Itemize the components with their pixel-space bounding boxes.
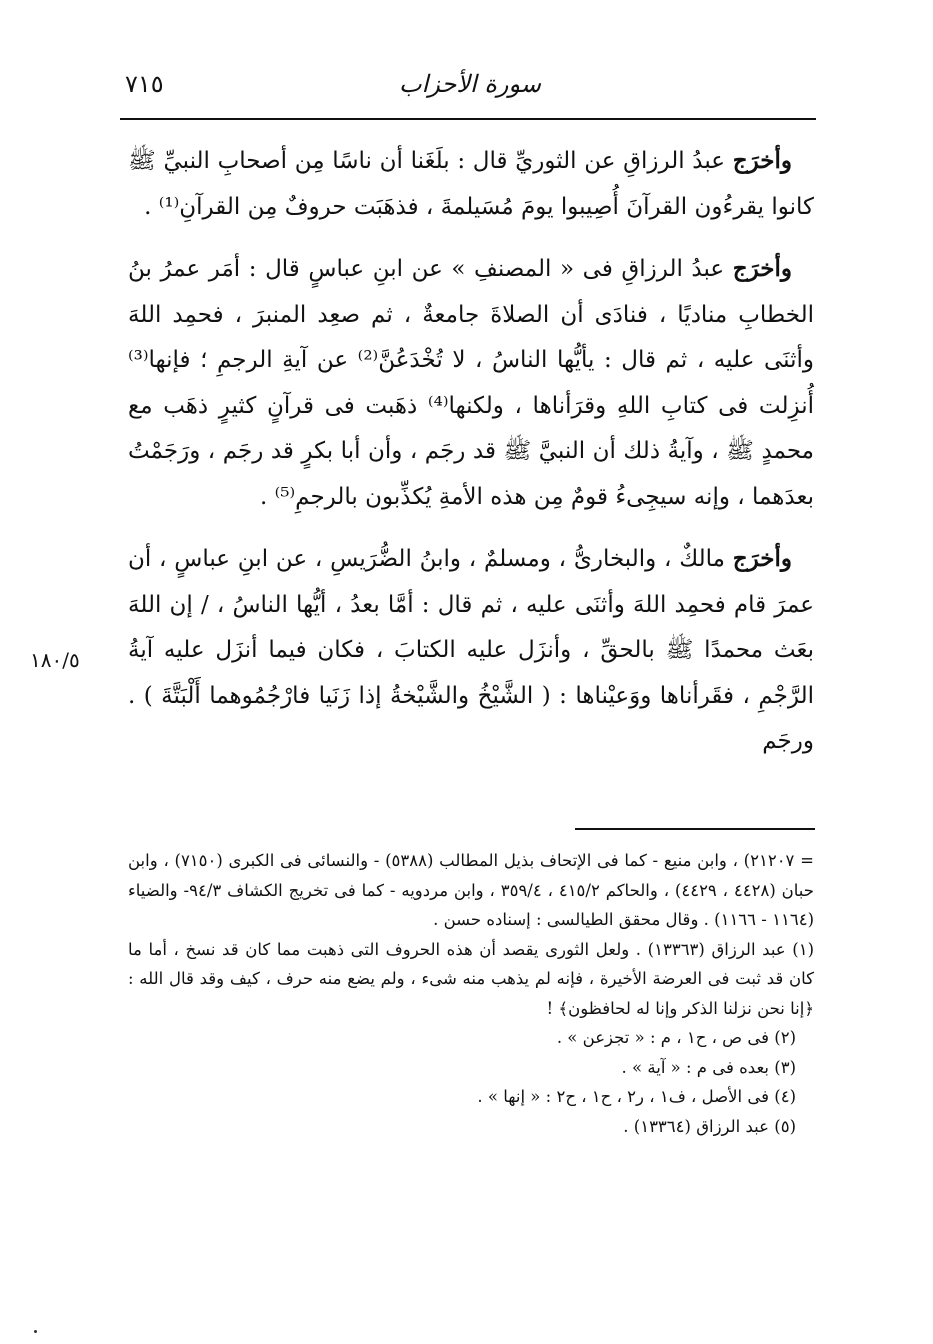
footnote-3: (٣) بعده فى م : « آية » . (621, 1057, 796, 1077)
footnote-1: (١) عبد الرزاق (١٣٣٦٣) . ولعل الثورى يقصد أن هذه الحروف التى ذهبت مما كان قد نسخ ، أما ما كان قد ثبت فى العرضة الأخيرة ، فإنه لم يذهب منه شىء ، ولم يضع منه حرف ، كيف وقد قال الله : ﴿إنا نحن نزلنا الذكر وإنا له لحافظون﴾ ! (128, 939, 814, 1018)
paragraph-text: عبدُ الرزاقِ عن الثوريِّ قال : بلَغَنا أن ناسًا مِن أصحابِ النبيِّ ﷺ كانوا يقرءُون القرآنَ أُصِيبوا يومَ مُسَيلمةَ ، فذهَبَت حروفٌ مِن القرآنِ⁽¹⁾ . (128, 148, 814, 220)
footnote-continuation: = ٢١٢٠٧) ، وابن منيع - كما فى الإتحاف بذيل المطالب (٥٣٨٨) - والنسائى فى الكبرى (٧١٥٠) ، وابن حبان (٤٤٢٨ ، ٤٤٢٩) ، والحاكم ٤١٥/٢ ، ٣٥٩/٤ ، وابن مردويه - كما فى تخريج الكشاف ٩٤/٣- والضياء (١١٦٤ - ١١٦٦) . وقال محقق الطيالسى : إسناده حسن . (128, 851, 814, 929)
header-rule (120, 118, 816, 120)
paragraph-text: عبدُ الرزاقِ فى « المصنفِ » عن ابنِ عباسٍ قال : أمَر عمرُ بنُ الخطابِ مناديًا ، فنادَى أن الصلاةَ جامعةٌ ، ثم صعِد المنبرَ ، فحمِد اللهَ وأثنَى عليه ، ثم قال : يأيُّها الناسُ ، لا تُخْدَعُنَّ⁽²⁾ عن آيةِ الرجمِ ؛ فإنها⁽³⁾ أُنزِلت فى كتابِ اللهِ وقرَأناها ، ولكنها⁽⁴⁾ ذهَبت فى قرآنٍ كثيرٍ ذهَب مع محمدٍ ﷺ ، وآيةُ ذلك أن النبيَّ ﷺ قد رجَم ، وأن أبا بكرٍ قد رجَم ، ورَجَمْتُ بعدَهما ، وإنه سيجِىءُ قومٌ مِن هذه الأمةِ يُكذِّبون بالرجمِ⁽⁵⁾ . (128, 256, 814, 510)
footnote-2: (٢) فى ص ، ح١ ، م : « تجزعن » . (556, 1028, 796, 1047)
footnote-separator (575, 828, 815, 830)
paragraph-lead: وأخرَج (732, 255, 792, 282)
footnote-5: (٥) عبد الرزاق (١٣٣٦٤) . (623, 1116, 796, 1136)
scan-speck (34, 1330, 37, 1333)
margin-volume-page-reference: ١٨٠/٥ (30, 648, 80, 672)
paragraph-2 (128, 246, 814, 520)
surah-title: سورة الأحزاب (399, 70, 541, 98)
paragraph-1 (128, 138, 814, 230)
footnotes (128, 846, 814, 1141)
page-header (125, 70, 815, 110)
page-number: ٧١٥ (125, 70, 164, 98)
footnote-4: (٤) فى الأصل ، ف١ ، ر٢ ، ح١ ، ح٢ : « إنها » . (477, 1087, 796, 1106)
paragraph-3 (128, 536, 814, 765)
paragraph-lead: وأخرَج (732, 147, 792, 174)
paragraph-text: مالكٌ ، والبخارىُّ ، ومسلمٌ ، وابنُ الضُّرَيسِ ، عن ابنِ عباسٍ ، أن عمرَ قام فحمِد اللهَ وأثنَى عليه ، ثم قال : أمَّا بعدُ ، أيُّها الناسُ ، / إن اللهَ بعَث محمدًا ﷺ بالحقِّ ، وأنزَل عليه الكتابَ ، فكان فيما أنزَل عليه آيةُ الرَّجْمِ ، فقَرأناها ووَعيْناها : ( الشَّيْخُ والشَّيْخةُ إذا زَنَيا فارْجُمُوهما أَلْبَتَّةَ ) . ورجَم (128, 546, 814, 754)
main-text (128, 138, 814, 781)
paragraph-lead: وأخرَج (732, 545, 792, 572)
